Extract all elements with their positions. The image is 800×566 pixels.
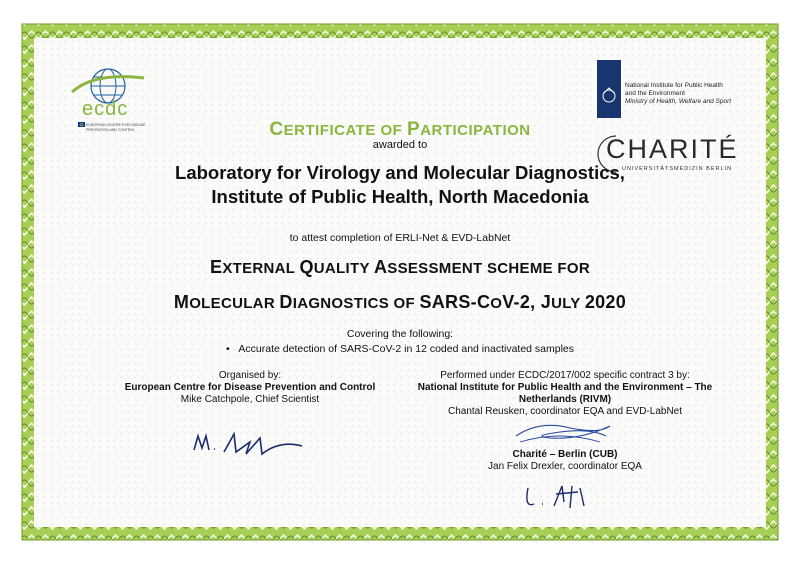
signature-drexler	[520, 478, 600, 514]
signature-reusken	[510, 416, 620, 450]
charite-subtitle: UNIVERSITÄTSMEDIZIN BERLIN	[622, 166, 733, 172]
rivm-person: Chantal Reusken, coordinator EQA and EVD-LabNet	[447, 406, 683, 417]
awarded-to: awarded to	[372, 139, 428, 151]
left-signatory	[115, 370, 385, 406]
rivm-org-line2: Netherlands (RIVM)	[518, 394, 612, 405]
right-signatory	[400, 370, 730, 418]
organised-by-label: Organised by:	[218, 370, 282, 381]
rivm-crest-icon	[597, 60, 623, 118]
rivm-org-line1: National Institute for Public Health and the Environment – The	[417, 382, 713, 393]
performed-under-label: Performed under ECDC/2017/002 specific contract 3 by:	[440, 370, 690, 381]
bullet-item: • Accurate detection of SARS-CoV-2 in 12 coded and inactivated samples	[225, 343, 575, 355]
covering-label: Covering the following:	[346, 328, 454, 340]
charite-signatory	[440, 449, 690, 473]
signature-catchpole	[190, 428, 320, 462]
rivm-logo	[597, 60, 747, 120]
organiser-person: Mike Catchpole, Chief Scientist	[180, 394, 320, 405]
bullet-icon: •	[225, 343, 239, 355]
ecdc-wordmark: ecdc	[82, 98, 129, 120]
attest-text: to attest completion of ERLI-Net & EVD-LabNet	[289, 232, 511, 244]
recipient-line2: Institute of Public Health, North Macedonia	[211, 186, 589, 207]
scheme-title-line2: MOLECULAR DIAGNOSTICS OF SARS-COV-2, JULY 2020	[173, 292, 627, 312]
ecdc-subtitle: EUROPEAN CENTRE FOR DISEASE PREVENTION AND CONTROL	[86, 123, 146, 132]
charite-person: Jan Felix Drexler, coordinator EQA	[488, 461, 642, 472]
certificate-title: CERTIFICATE OF PARTICIPATION	[269, 119, 531, 140]
recipient-line1: Laboratory for Virology and Molecular Diagnostics,	[175, 162, 625, 183]
rivm-line2: and the Environment	[625, 90, 685, 97]
charite-org: Charité – Berlin (CUB)	[512, 449, 618, 460]
charite-wordmark: CHARITÉ	[606, 134, 739, 164]
rivm-line3: Ministry of Health, Welfare and Sport	[625, 98, 732, 105]
organiser-name: European Centre for Disease Prevention and Control	[124, 382, 376, 393]
rivm-line1: National Institute for Public Health	[625, 82, 723, 89]
scheme-title-line1: EXTERNAL QUALITY ASSESSMENT SCHEME FOR	[210, 257, 590, 277]
